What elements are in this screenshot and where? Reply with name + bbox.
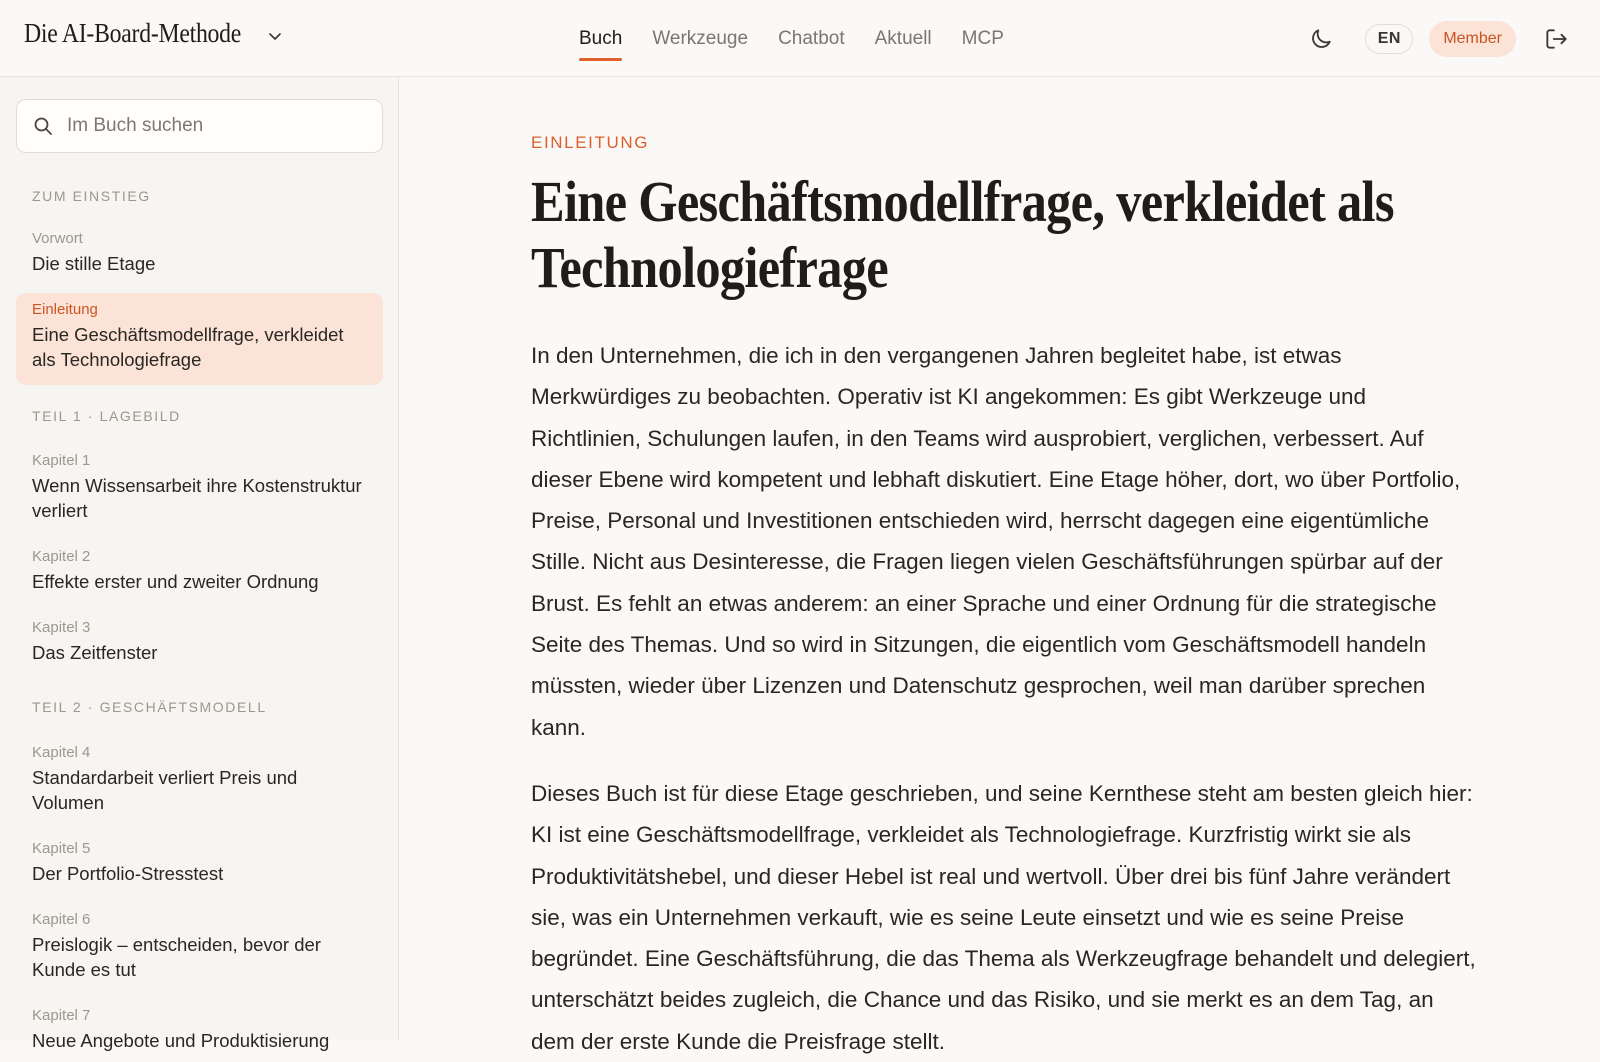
search-icon [33,116,53,136]
nav-aktuell[interactable]: Aktuell [874,27,932,49]
brand-title: Die AI-Board-Methode [24,18,242,48]
toc-title: Das Zeitfenster [32,642,158,663]
toc-sidebar [0,77,399,1051]
nav-buch[interactable]: Buch [579,0,622,77]
toc-kicker: Kapitel 5 [32,840,91,857]
section-label-einstieg: ZUM EINSTIEG [32,188,151,204]
top-bar [0,0,1600,77]
toc-kicker: Kapitel 1 [32,452,91,469]
header-actions [1307,0,1570,77]
toc-item-vorwort[interactable] [16,230,383,276]
chapter-eyebrow: EINLEITUNG [531,133,650,152]
toc-title: Neue Angebote und Produktisierung [32,1030,330,1051]
chapter-paragraph: Dieses Buch ist für diese Etage geschrieben, und seine Kernthese steht am besten gleich hier: KI ist eine Geschäftsmodellfrage, verkleidet als Technologiefrage. Kurzfristig wirkt sie als Produktivitätshebel, und dieser Hebel ist real und wertvoll. Über drei bis fünf Jahre verändert sie, was ein Unternehmen verkauft, wie es seine Leute einsetzt und wie es seine Preise begründet. Eine Geschäftsführung, die das Thema als Werkzeugfrage behandelt und delegiert, unterschätzt beides zugleich, die Chance und das Risiko, und sie merkt es an dem Tag, an dem der erste Kunde die Preisfrage stellt. [531,781,1476,1054]
nav-mcp[interactable]: MCP [961,27,1004,49]
nav-chatbot[interactable]: Chatbot [778,27,845,49]
toc-title: Preislogik – entscheiden, bevor der Kunde es tut [32,934,321,980]
toc-item-kapitel-5[interactable] [16,840,383,886]
language-switch-button[interactable]: EN [1365,24,1413,54]
toc-item-kapitel-7[interactable] [16,1007,383,1053]
toc-item-kapitel-1[interactable] [16,452,383,523]
toc-title: Wenn Wissensarbeit ihre Kostenstruktur verliert [32,475,362,521]
toc-title: Der Portfolio-Stresstest [32,863,224,884]
toc-kicker: Vorwort [32,230,83,247]
toc-kicker: Kapitel 3 [32,619,91,636]
toc-title: Eine Geschäftsmodellfrage, verkleidet als Technologiefrage [32,324,344,370]
moon-icon [1308,26,1334,52]
section-label-teil-2: TEIL 2 · GESCHÄFTSMODELL [32,699,267,715]
section-label-teil-1: TEIL 1 · LAGEBILD [32,408,181,424]
toc-item-kapitel-3[interactable] [16,619,383,665]
toc-title: Standardarbeit verliert Preis und Volumen [32,767,298,813]
main-nav [579,0,1004,77]
book-search[interactable] [16,99,383,153]
toc-kicker: Kapitel 2 [32,548,91,565]
toc-item-kapitel-6[interactable] [16,911,383,982]
toc-kicker: Kapitel 4 [32,744,91,761]
logout-icon [1543,26,1569,52]
chapter-content [400,77,1600,1054]
logout-button[interactable] [1542,25,1570,53]
member-button[interactable]: Member [1429,21,1516,57]
toc-title: Effekte erster und zweiter Ordnung [32,571,319,592]
chapter-paragraph: In den Unternehmen, die ich in den vergangenen Jahren begleitet habe, ist etwas Merkwürdiges zu beobachten. Operativ ist KI angekommen: Es gibt Werkzeuge und Richtlinien, Schulungen laufen, in den Teams wird ausprobiert, verglichen, verbessert. Auf dieser Ebene wird kompetent und lebhaft diskutiert. Eine Etage höher, dort, wo über Portfolio, Preise, Personal und Investitionen entschieden wird, herrscht dagegen eine eigentümliche Stille. Nicht aus Desinteresse, die Fragen liegen vielen Geschäftsführungen spürbar auf der Brust. Es fehlt an etwas anderem: an einer Sprache und einer Ordnung für die strategische Seite des Themas. Und so wird in Sitzungen, die eigentlich vom Geschäftsmodell handeln müssten, wieder über Lizenzen und Datenschutz gesprochen, weil man darüber sprechen kann. [531,343,1461,740]
toc-kicker: Kapitel 7 [32,1007,91,1024]
toc-kicker: Einleitung [32,301,98,318]
chapter-title: Eine Geschäftsmodellfrage, verkleidet als Technologiefrage [531,169,1394,300]
chevron-down-icon [267,28,283,44]
toc-item-kapitel-2[interactable] [16,548,383,594]
toc-title: Die stille Etage [32,253,156,274]
search-input[interactable] [67,115,357,137]
theme-toggle-button[interactable] [1307,25,1335,53]
nav-werkzeuge[interactable]: Werkzeuge [652,27,749,49]
toc-kicker: Kapitel 6 [32,911,91,928]
toc-item-kapitel-4[interactable] [16,744,383,815]
toc-item-einleitung[interactable] [16,293,383,385]
brand-menu[interactable] [24,18,283,49]
